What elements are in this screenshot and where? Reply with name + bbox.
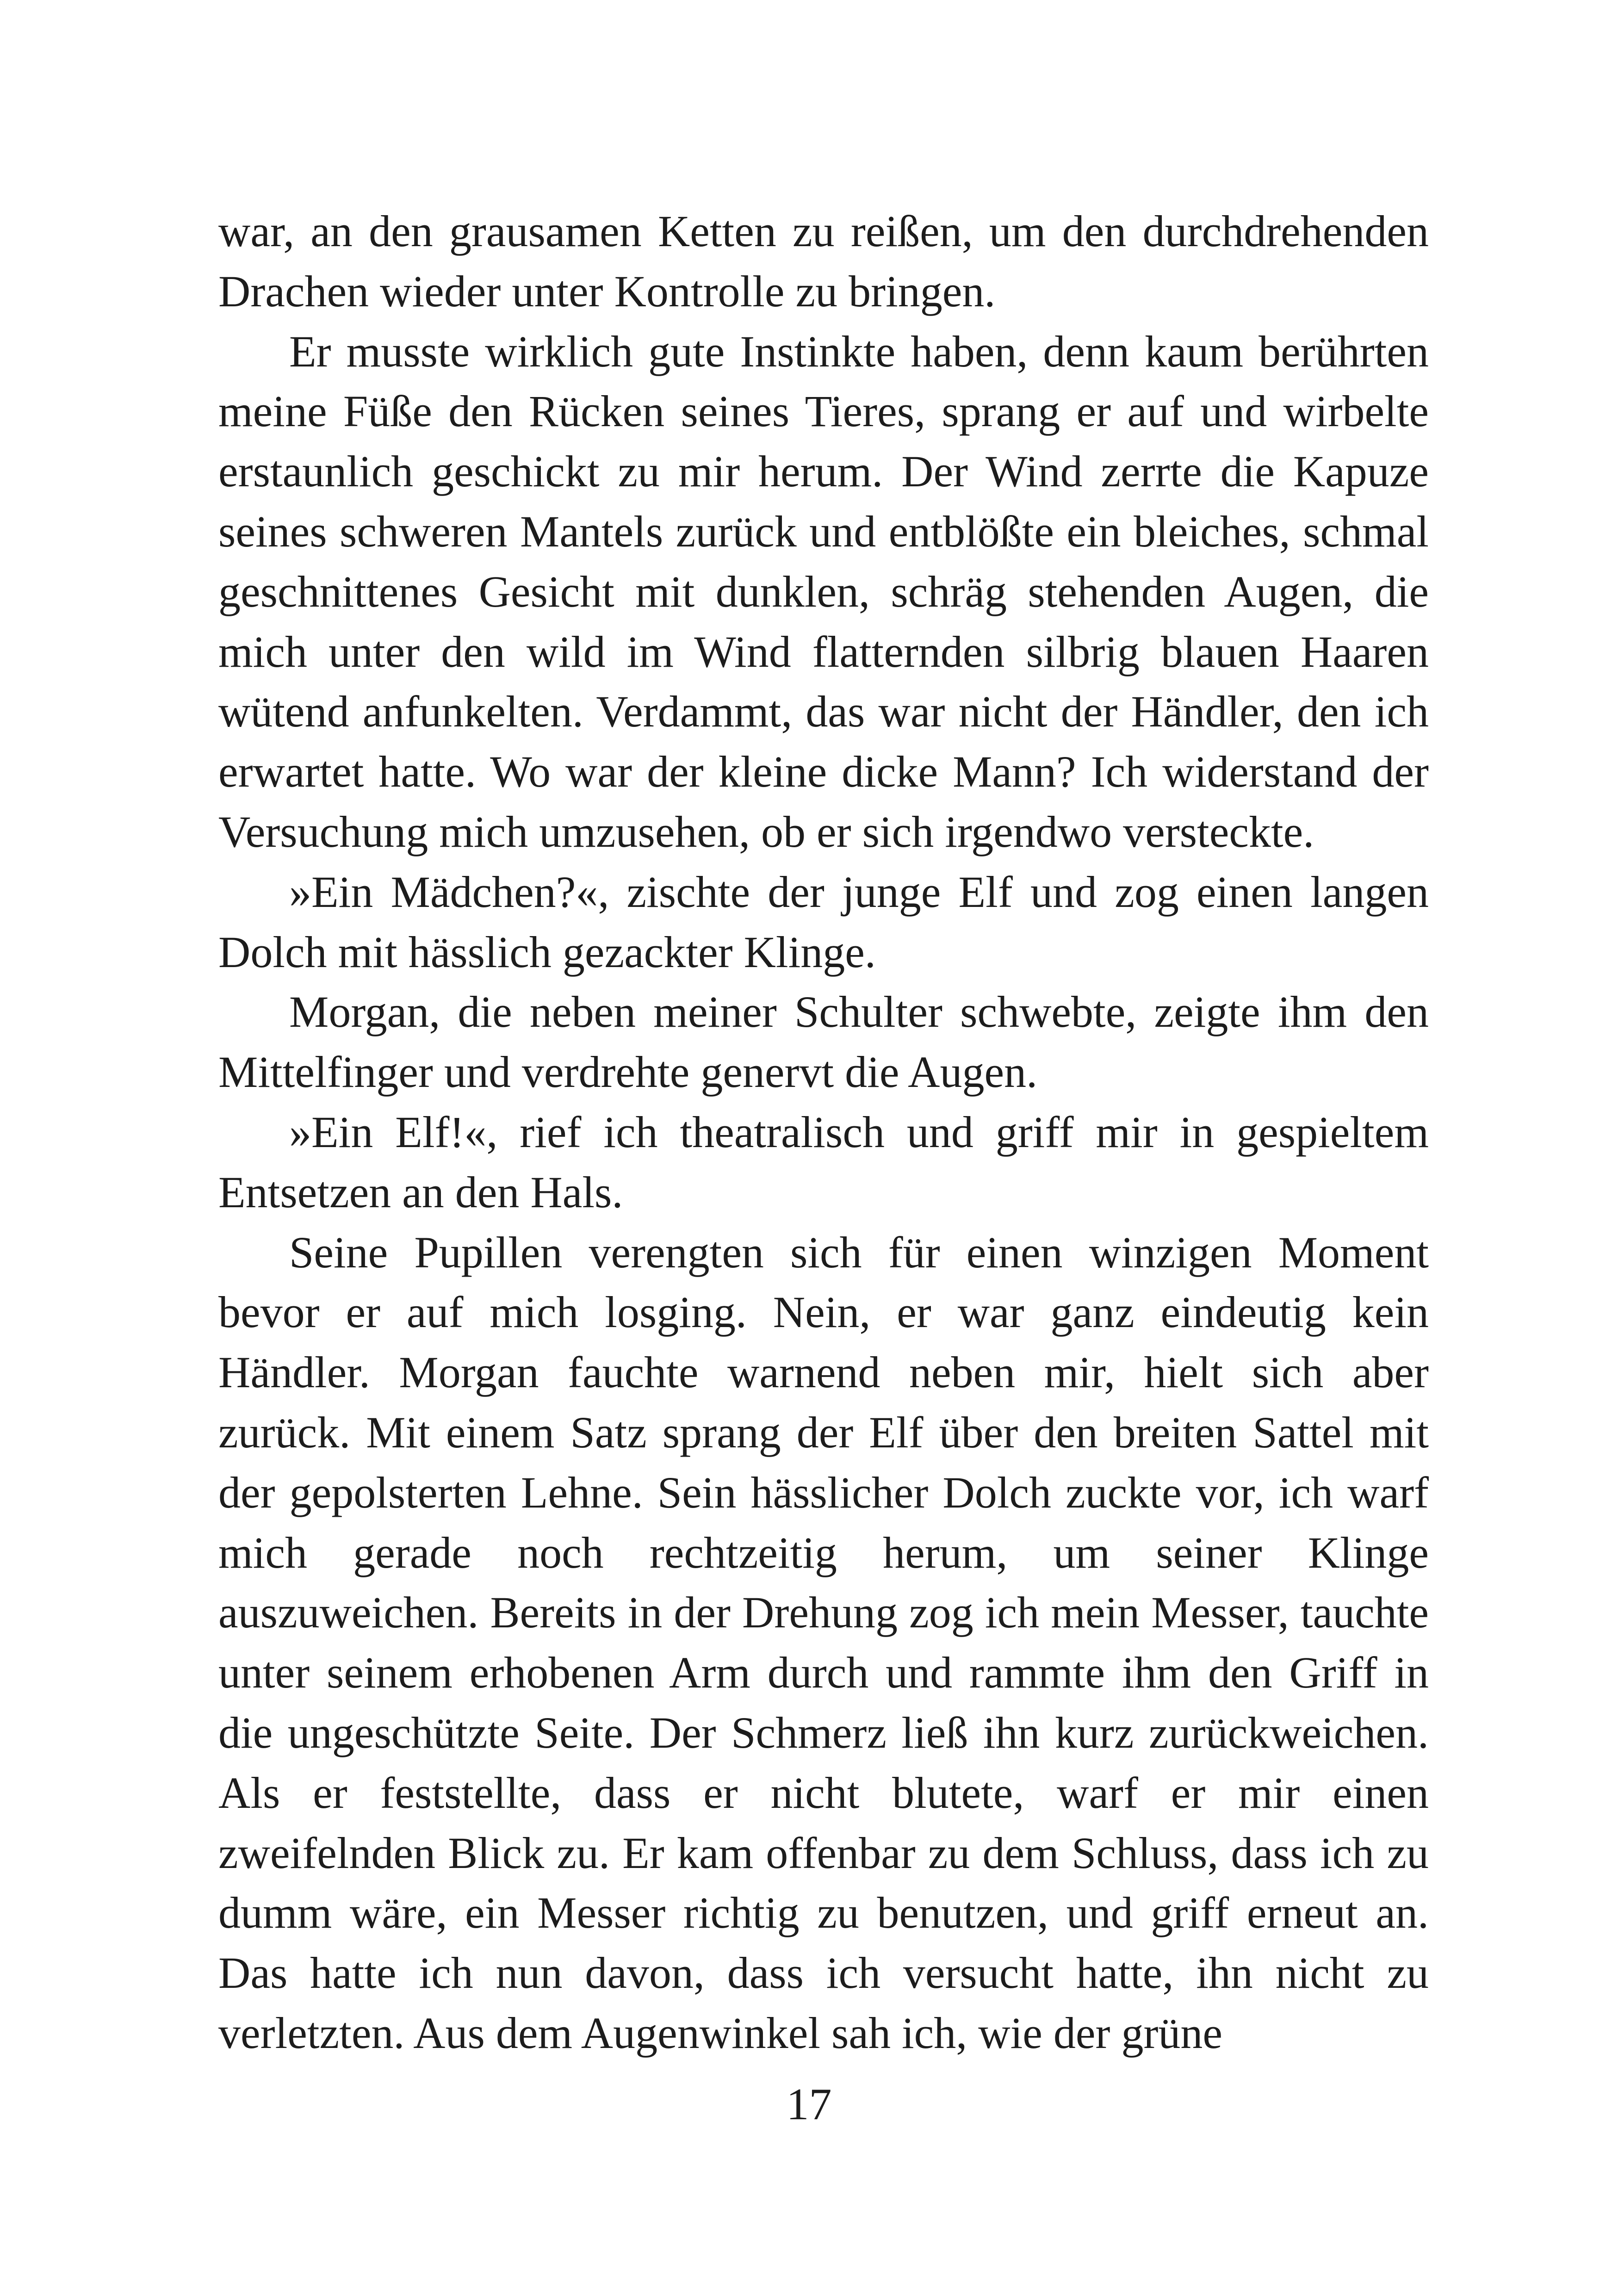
paragraph: war, an den grausamen Ketten zu reißen, um den durchdrehenden Drachen wieder unter Kontrolle zu bringen. bbox=[218, 206, 1429, 316]
paragraph: Er musste wirklich gute Instinkte haben, denn kaum berührten meine Füße den Rücken seines Tieres, sprang er auf und wirbelte erstaunlich geschickt zu mir herum. Der Wind zerrte die Kapuze seines schweren Mantels zurück und entblößte ein bleiches, schmal geschnittenes Gesicht mit dunklen, schräg stehenden Augen, die mich unter den wild im Wind flatternden silbrig blauen Haaren wütend anfunkelten. Verdammt, das war nicht der Händler, den ich erwartet hatte. Wo war der kleine dicke Mann? Ich widerstand der Versuchung mich umzusehen, ob er sich irgendwo versteckte. bbox=[218, 326, 1429, 856]
paragraph: Morgan, die neben meiner Schulter schwebte, zeigte ihm den Mittelfinger und verdrehte genervt die Augen. bbox=[218, 987, 1429, 1097]
paragraph: »Ein Elf!«, rief ich theatralisch und griff mir in gespieltem Entsetzen an den Hals. bbox=[218, 1107, 1429, 1217]
page-number: 17 bbox=[786, 2079, 832, 2129]
body-text bbox=[218, 201, 1429, 2063]
paragraph: Seine Pupillen verengten sich für einen winzigen Moment bevor er auf mich losging. Nein, er war ganz eindeutig kein Händler. Morgan fauchte warnend neben mir, hielt sich aber zurück. Mit einem Satz sprang der Elf über den breiten Sattel mit der gepolsterten Lehne. Sein hässlicher Dolch zuckte vor, ich warf mich gerade noch rechtzeitig herum, um seiner Klinge auszuweichen. Bereits in der Drehung zog ich mein Messer, tauchte unter seinem erhobenen Arm durch und rammte ihm den Griff in die ungeschützte Seite. Der Schmerz ließ ihn kurz zurückweichen. Als er feststellte, dass er nicht blutete, warf er mir einen zweifelnden Blick zu. Er kam offenbar zu dem Schluss, dass ich zu dumm wäre, ein Messer richtig zu benutzen, und griff erneut an. Das hatte ich nun davon, dass ich versucht hatte, ihn nicht zu verletzten. Aus dem Augenwinkel sah ich, wie der grüne bbox=[218, 1227, 1429, 2058]
paragraph: »Ein Mädchen?«, zischte der junge Elf und zog einen langen Dolch mit hässlich gezackter Klinge. bbox=[218, 867, 1429, 977]
